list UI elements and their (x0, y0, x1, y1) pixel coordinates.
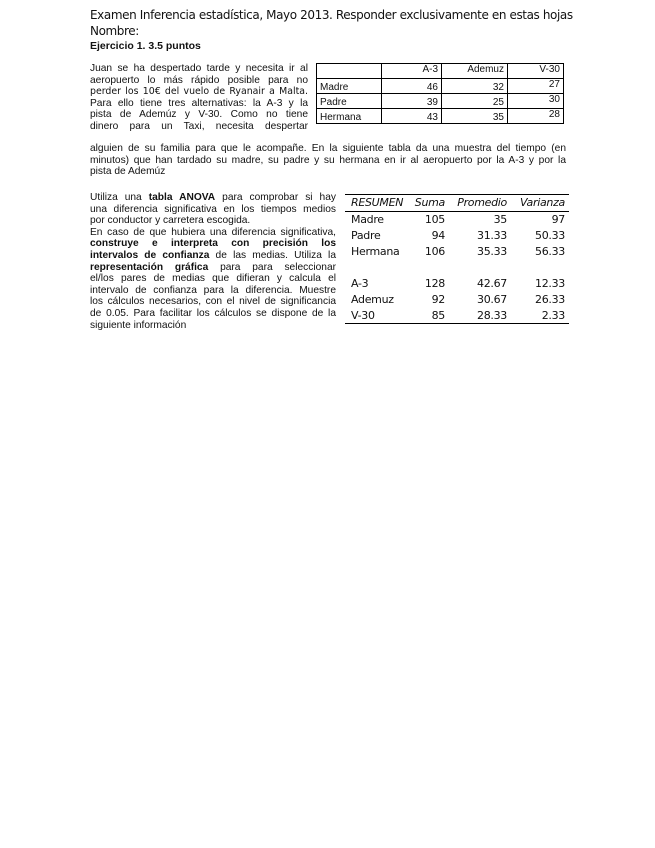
summary-cell: 12.33 (535, 277, 565, 290)
table-header-row (317, 64, 564, 79)
summary-row-label: A-3 (351, 277, 369, 290)
table-cell: 35 (442, 109, 508, 124)
task-line: intervalos de confianza de las medias. Utiliza la (90, 249, 336, 261)
summary-cell: 26.33 (535, 293, 565, 306)
task-paragraph (90, 192, 336, 331)
summary-cell: 106 (424, 245, 445, 258)
summary-cell: 56.33 (535, 245, 565, 258)
table-row (317, 94, 564, 109)
column-header: A-3 (382, 64, 442, 79)
summary-cell: 50.33 (535, 229, 565, 242)
task-line: una diferencia significativa en los tiempos medios (90, 203, 336, 215)
summary-row-label: Padre (351, 229, 381, 242)
intro-line: Para ello tiene tres alternativas: la A-3 y la (90, 97, 308, 109)
intro-continuation (90, 143, 566, 178)
column-header: V-30 (508, 64, 564, 79)
exercise-title: Ejercicio 1. 3.5 puntos (90, 40, 201, 52)
summary-cell: 35.33 (477, 245, 507, 258)
table-cell: 28 (508, 109, 564, 124)
table-rule (345, 323, 569, 324)
intro-line: aeropuerto lo más rápido posible para no (90, 74, 308, 86)
summary-header: Promedio (457, 196, 507, 209)
exam-title: Examen Inferencia estadística, Mayo 2013. Responder exclusivamente en estas hojas (90, 8, 573, 22)
summary-row-label: Hermana (351, 245, 400, 258)
summary-row-label: Madre (351, 213, 384, 226)
exam-header (90, 7, 573, 39)
summary-cell: 35 (493, 213, 507, 226)
summary-cell: 31.33 (477, 229, 507, 242)
task-line: Utiliza una tabla ANOVA para comprobar si hay (90, 192, 336, 203)
intro-paragraph (90, 63, 308, 133)
intro-line: pista de Ademúz y V-30. Como no tiene (90, 109, 308, 121)
intro-line: dinero para un Taxi, necesita despertar (90, 120, 308, 132)
intro-line: Juan se ha despertado tarde y necesita ir al (90, 63, 308, 74)
row-label: Padre (317, 94, 382, 109)
summary-cell: 92 (431, 293, 445, 306)
table-row (317, 79, 564, 94)
task-line: siguiente información (90, 319, 187, 331)
table-row (317, 109, 564, 124)
emphasis: intervalos de confianza (90, 249, 210, 261)
column-header: Ademuz (442, 64, 508, 79)
table-cell: 27 (508, 79, 564, 94)
intro-line: perder los 10€ del vuelo de Ryanair a Malta. (90, 86, 308, 98)
row-label: Hermana (317, 109, 382, 124)
emphasis: construye e interpreta con precisión los (90, 238, 336, 250)
summary-cell: 105 (424, 213, 445, 226)
table-corner-cell (317, 64, 382, 79)
table-rule (345, 194, 569, 195)
summary-cell: 28.33 (477, 309, 507, 322)
summary-cell: 94 (431, 229, 445, 242)
summary-header: Suma (414, 196, 445, 209)
summary-table (345, 194, 569, 324)
summary-row-label: Ademuz (351, 293, 394, 306)
task-line: En caso de que hubiera una diferencia significativa, (90, 226, 336, 238)
task-line: los cálculos necesarios, con el nivel de significancia (90, 296, 336, 308)
table-rule (345, 211, 569, 212)
table-cell: 39 (382, 94, 442, 109)
task-line: intervalo de confianza para la diferencia. Muestre (90, 284, 336, 296)
task-line (90, 238, 336, 250)
summary-header: RESUMEN (351, 196, 404, 209)
emphasis: tabla ANOVA (148, 192, 216, 203)
intro-line: minutos) que han tardado su madre, su padre y su hermana en ir al aeropuerto por la A-3 y por la (90, 154, 566, 166)
task-line: de 0.05. Para facilitar los cálculos se dispone de la (90, 307, 336, 319)
emphasis: representación gráfica (90, 261, 209, 273)
task-line: el/los pares de medias que difieran y calcula el (90, 273, 336, 285)
task-line: representación gráfica para para seleccionar (90, 261, 336, 273)
table-cell: 43 (382, 109, 442, 124)
task-line: por conductor y carretera escogida. (90, 215, 251, 227)
table-cell: 25 (442, 94, 508, 109)
summary-cell: 97 (551, 213, 565, 226)
summary-cell: 2.33 (541, 309, 565, 322)
row-label: Madre (317, 79, 382, 94)
intro-line: alguien de su familia para que le acompañe. En la siguiente tabla da una muestra del tiempo (en (90, 143, 566, 154)
table-cell: 46 (382, 79, 442, 94)
summary-header: Varianza (520, 196, 565, 209)
summary-cell: 42.67 (477, 277, 507, 290)
summary-cell: 85 (431, 309, 445, 322)
name-label: Nombre: (90, 24, 139, 38)
summary-cell: 128 (424, 277, 445, 290)
table-cell: 32 (442, 79, 508, 94)
summary-cell: 30.67 (477, 293, 507, 306)
summary-row-label: V-30 (351, 309, 375, 322)
times-table (316, 63, 564, 124)
table-cell: 30 (508, 94, 564, 109)
intro-line: pista de Ademúz (90, 166, 166, 178)
